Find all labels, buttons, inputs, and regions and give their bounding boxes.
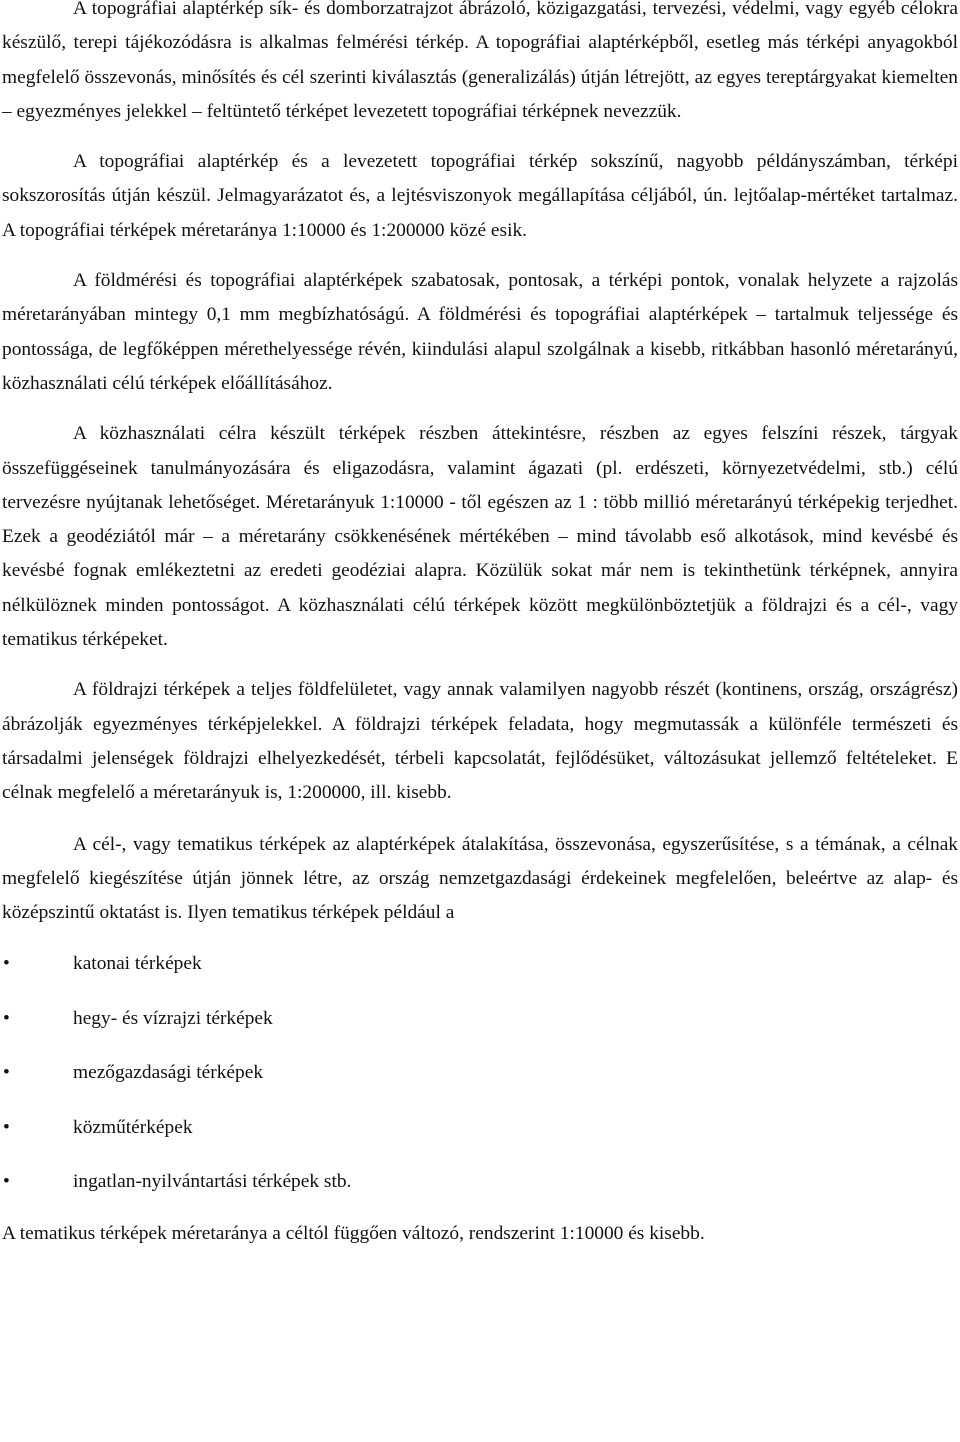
- bullet-marker: •: [3, 1116, 10, 1138]
- list-item: [2, 1056, 958, 1090]
- bullet-marker: •: [3, 1171, 10, 1193]
- thematic-map-list: [2, 947, 958, 1199]
- list-item-text: hegy- és vízrajzi térképek: [73, 1007, 273, 1029]
- paragraph-topographic-base-map: A topográfiai alaptérkép sík- és domborzatrajzot ábrázoló, közigazgatási, tervezési, védelmi, vagy egyéb célokra készülő, terepi tájékozódásra is alkalmas felmérési térkép. A topográfiai alaptérképből, esetleg más térképi anyagokból megfelelő összevonás, minősítés és cél szerinti kiválasztás (generalizálás) útján létrejött, az egyes tereptárgyakat kiemelten – egyezményes jelekkel – feltüntető térképet levezetett topográfiai térképnek nevezzük.: [2, 0, 958, 122]
- paragraph-thematic-scale: A tematikus térképek méretaránya a céltól függően változó, rendszerint 1:10000 és kisebb.: [2, 1222, 705, 1244]
- bullet-marker: •: [3, 1007, 10, 1029]
- list-item: [2, 1002, 958, 1036]
- list-item-text: közműtérképek: [73, 1116, 193, 1138]
- list-item: [2, 1165, 958, 1199]
- document-page: [2, 0, 958, 1251]
- paragraph-public-use-maps: A közhasználati célra készült térképek részben áttekintésre, részben az egyes felszíni részek, tárgyak összefüggéseinek tanulmányozására és eligazodásra, valamint ágazati (pl. erdészeti, környezetvédelmi, stb.) célú tervezésre nyújtanak lehetőséget. Méretarányuk 1:10000 - től egészen az 1 : több millió méretarányú térképekig terjedhet. Ezek a geodéziától már – a méretarány csökkenésének mértékében – mind távolabb eső alkotások, mind kevésbé és kevésbé fognak emlékeztetni az eredeti geodéziai alapra. Közülük sokat már nem is tekinthetünk térképnek, annyira nélkülöznek minden pontosságot. A közhasználati célú térképek között megkülönböztetjük a földrajzi és a cél-, vagy tematikus térképeket.: [2, 423, 958, 651]
- list-item-text: katonai térképek: [73, 953, 202, 975]
- paragraph-geographic-maps: A földrajzi térképek a teljes földfelületet, vagy annak valamilyen nagyobb részét (kontinens, ország, országrész) ábrázolják egyezményes térképjelekkel. A földrajzi térképek feladata, hogy megmutassák a különféle természeti és társadalmi jelenségek földrajzi elhelyezkedését, térbeli kapcsolatát, fejlődésüket, változásukat jellemző feltételeket. E célnak megfelelő a méretarányuk is, 1:200000, ill. kisebb.: [2, 679, 958, 804]
- paragraph-thematic-maps: A cél-, vagy tematikus térképek az alaptérképek átalakítása, összevonása, egyszerűsítése, s a témának, a célnak megfelelő kiegészítése útján jönnek létre, az ország nemzetgazdasági érdekeinek megfelelően, beleértve az alap- és középszintű oktatást is. Ilyen tematikus térképek például a: [2, 833, 958, 924]
- list-item: [2, 947, 958, 981]
- paragraph-survey-accuracy: A földmérési és topográfiai alaptérképek szabatosak, pontosak, a térképi pontok, vonalak helyzete a rajzolás méretarányában mintegy 0,1 mm megbízhatóságú. A földmérési és topográfiai alaptérképek – tartalmuk teljessége és pontossága, de legfőképpen mérethelyessége révén, kiindulási alapul szolgálnak a kisebb, ritkábban hasonló méretarányú, közhasználati célú térképek előállításához.: [2, 270, 958, 394]
- bullet-marker: •: [3, 953, 10, 975]
- list-item-text: mezőgazdasági térképek: [73, 1062, 264, 1084]
- bullet-marker: •: [3, 1062, 10, 1084]
- paragraph-map-production: A topográfiai alaptérkép és a levezetett topográfiai térkép sokszínű, nagyobb példányszámban, térképi sokszorosítás útján készül. Jelmagyarázatot és, a lejtésviszonyok megállapítása céljából, ún. lejtőalap-mértéket tartalmaz. A topográfiai térképek méretaránya 1:10000 és 1:200000 közé esik.: [2, 151, 958, 241]
- list-item-text: ingatlan-nyilvántartási térképek stb.: [73, 1171, 352, 1193]
- list-item: [2, 1111, 958, 1145]
